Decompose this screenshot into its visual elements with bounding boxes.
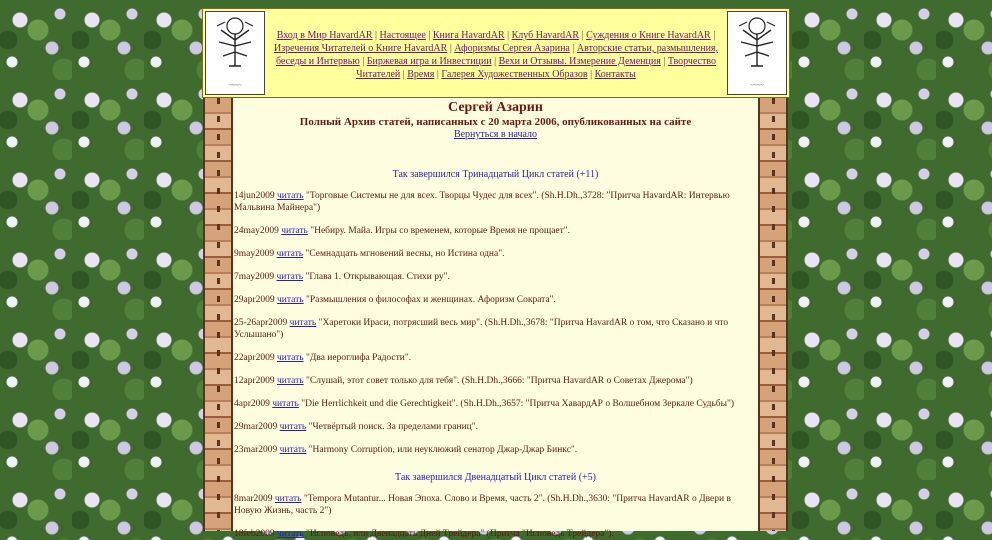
entry-date: 18feb2009 [234,529,278,539]
article-entry [234,271,758,283]
read-link[interactable]: читать [276,249,304,259]
read-link[interactable]: читать [277,353,304,363]
read-link[interactable]: читать [277,529,304,539]
nav-separator: | [425,30,433,41]
ornament-border-right [758,98,788,531]
nav-link[interactable]: Изречения Читателей о Книге HavardAR [273,43,448,54]
nav-link[interactable]: Афоризмы Сергея Азарина [454,43,570,54]
article-entry [234,528,758,540]
logo-right[interactable] [727,11,787,95]
read-link[interactable]: читать [279,422,307,432]
ornament-border-left [203,98,233,531]
entry-title: "Tempora Mutantur... Новая Эпоха. Слово и Время, часть 2". (Sh.H.Dh.,3630: "Притча HavardAR о Двери в Новую Жизнь, часть 2") [234,494,731,516]
entry-date: 23mar2009 [234,445,280,455]
entry-date: 9may2009 [234,249,277,259]
nav-separator: | [710,30,716,41]
site-header [202,8,790,98]
logo-caption: ~~~~ [228,83,242,89]
nav-link[interactable]: Контакты [594,69,636,80]
nav-separator: | [400,69,408,80]
nav-separator: | [579,30,587,41]
article-entry [234,317,758,341]
entry-date: 29mar2009 [234,422,280,432]
nav-link[interactable]: Клуб HavardAR [511,30,580,41]
read-link[interactable]: читать [276,272,304,282]
nav-link[interactable]: Вход в Мир HavardAR [276,30,373,41]
entry-date: 29apr2009 [234,295,278,305]
read-link[interactable]: читать [277,295,304,305]
read-link[interactable]: читать [281,226,308,236]
entry-date: 4apr2009 [234,399,273,409]
nav-link[interactable]: Вехи и Отзывы. Измерение Деменция [498,56,661,67]
entry-title: "Небиру. Майа. Игры со временем, которые Время не прощает". [307,226,571,236]
entry-title: "Четвёртый поиск. За пределами границ". [306,422,478,432]
article-entry [234,248,758,260]
nav-separator: | [660,56,668,67]
entry-title: "Семнадцать мгновений весны, но Истина одна". [303,249,505,259]
nav-separator: | [434,69,442,80]
entry-date: 25-26apr2009 [234,318,290,328]
entry-title: "Исповедь, или Двенадцать Дней Трейдера" (Притча "Исповедь Трейдера"). [303,529,614,539]
read-link[interactable]: читать [277,191,304,201]
nav-separator: | [359,56,367,67]
article-entry [234,352,758,364]
nav-link[interactable]: Творчество Читателей [356,56,717,80]
entry-date: 14jun2009 [234,191,278,201]
entry-title: "Слушай, этот совет только для тебя". (Sh.H.Dh.,3666: "Притча HavardAR о Советах Джерома") [303,376,693,386]
tree-emblem-icon [733,16,781,72]
read-link[interactable]: читать [289,318,317,328]
page-title: Сергей Азарин [448,100,543,115]
nav-separator: | [491,56,499,67]
article-entry [234,225,758,237]
article-entry [234,398,758,410]
main-nav [267,29,725,81]
entry-date: 22apr2009 [234,353,278,363]
article-entry [234,190,758,214]
nav-separator: | [587,69,595,80]
nav-link[interactable]: Настоящее [379,30,426,41]
entry-title: "Глава 1. Открывающая. Стихи ру". [303,272,450,282]
back-to-start-link[interactable]: Вернуться в начало [453,129,538,140]
entry-title: "Торговые Системы не для всех. Творцы Чудес для всех". (Sh.H.Dh.,3728: "Притча HavardAR: Интервью Мальвина Майнера") [234,191,730,213]
nav-separator: | [372,30,380,41]
read-link[interactable]: читать [277,376,304,386]
nav-link[interactable]: Суждения о Книге HavardAR [586,30,711,41]
cycle-13-heading: Так завершился Тринадцатый Цикл статей (+11) [392,169,599,180]
nav-link[interactable]: Биржевая игра и Инвестиции [366,56,492,67]
tree-emblem-icon [211,16,259,72]
entry-title: "Два иероглифа Радости". [303,353,412,363]
nav-link[interactable]: Авторские статьи, размышления, беседы и Интервью [275,43,719,67]
page-subtitle: Полный Архив статей, написанных с 20 марта 2006, опубликованных на сайте [299,116,692,128]
article-entry [234,294,758,306]
article-list [233,493,758,540]
cycle-12-heading: Так завершился Двенадцатый Цикл статей (+5) [395,472,596,483]
nav-separator: | [569,43,577,54]
nav-link[interactable]: Галерея Художественных Образов [441,69,588,80]
article-entry [234,375,758,387]
entry-title: "Харетоки Ираси, потрясший весь мир". (Sh.H.Dh.,3678: "Притча HavardAR о том, что Сказано и что Услышано") [234,318,729,340]
entry-date: 7may2009 [234,272,277,282]
article-entry [234,444,758,456]
article-entry [234,493,758,517]
entry-title: "Die Herrlichkeit und die Gerechtigkeit". (Sh.H.Dh.,3657: "Притча ХавардАР о Волшебном Зеркале Судьбы") [298,399,735,409]
read-link[interactable]: читать [274,494,302,504]
entry-date: 24may2009 [234,226,282,236]
nav-link[interactable]: Книга HavardAR [432,30,505,41]
entry-title: "Размышления о философах и женщинах. Афоризм Сократа". [303,295,556,305]
read-link[interactable]: читать [272,399,299,409]
nav-separator: | [504,30,512,41]
entry-title: "Harmony Corruption, или неуклюжий сенатор Джар-Джар Бинкс". [306,445,578,455]
article-list [233,190,758,456]
nav-separator: | [447,43,455,54]
logo-left[interactable] [205,11,265,95]
entry-date: 8mar2009 [234,494,275,504]
nav-link[interactable]: Время [407,69,435,80]
read-link[interactable]: читать [279,445,307,455]
entry-date: 12apr2009 [234,376,278,386]
article-entry [234,421,758,433]
archive-content [233,98,758,539]
logo-caption: ~~~~ [750,83,764,89]
